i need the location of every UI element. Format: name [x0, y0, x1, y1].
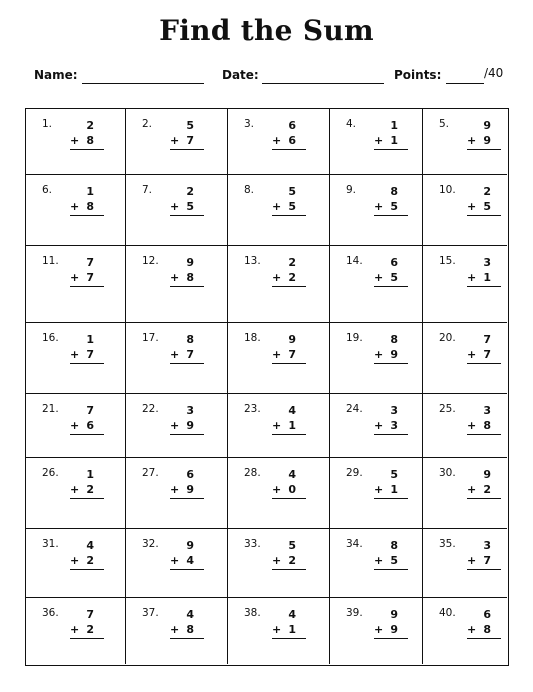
sum-line[interactable]: [467, 215, 501, 216]
addition-problem: [170, 184, 204, 216]
addition-problem: [70, 332, 104, 364]
addend-top: 1: [390, 119, 398, 132]
addend-bottom: 2: [86, 623, 94, 636]
addition-problem: [374, 255, 408, 287]
problem-cell: [126, 394, 228, 458]
addend-bottom: 1: [288, 419, 296, 432]
plus-sign: +: [170, 348, 180, 361]
plus-sign: +: [374, 623, 384, 636]
addend-top: 1: [86, 468, 94, 481]
plus-sign: +: [70, 348, 80, 361]
addend-top: 9: [390, 608, 398, 621]
plus-sign: +: [170, 623, 180, 636]
addition-problem: [70, 607, 104, 639]
addition-problem: [374, 332, 408, 364]
sum-line[interactable]: [70, 363, 104, 364]
problem-number: 29.: [346, 467, 363, 479]
addend-top: 6: [288, 119, 296, 132]
plus-sign: +: [170, 271, 180, 284]
plus-sign: +: [374, 134, 384, 147]
problem-cell: [126, 109, 228, 175]
problem-cell: [26, 529, 126, 598]
sum-line[interactable]: [374, 215, 408, 216]
problem-number: 34.: [346, 538, 363, 550]
problem-number: 37.: [142, 607, 159, 619]
plus-sign: +: [272, 271, 282, 284]
addition-problem: [170, 607, 204, 639]
addition-problem: [170, 332, 204, 364]
problem-number: 20.: [439, 332, 456, 344]
problem-number: 35.: [439, 538, 456, 550]
addition-problem: [170, 467, 204, 499]
problem-number: 7.: [142, 184, 153, 196]
addend-top: 9: [186, 256, 194, 269]
problem-number: 17.: [142, 332, 159, 344]
sum-line[interactable]: [467, 286, 501, 287]
addend-bottom: 9: [483, 134, 491, 147]
problem-number: 32.: [142, 538, 159, 550]
sum-line[interactable]: [272, 149, 306, 150]
addend-top: 8: [186, 333, 194, 346]
addend-top: 8: [390, 333, 398, 346]
addend-bottom: 7: [86, 348, 94, 361]
addition-problem: [467, 607, 501, 639]
problem-number: 6.: [42, 184, 53, 196]
sum-line[interactable]: [374, 149, 408, 150]
problem-number: 16.: [42, 332, 59, 344]
sum-line[interactable]: [70, 498, 104, 499]
addend-top: 3: [483, 539, 491, 552]
sum-line[interactable]: [272, 215, 306, 216]
addend-bottom: 4: [186, 554, 194, 567]
addition-problem: [272, 255, 306, 287]
problem-number: 13.: [244, 255, 261, 267]
addend-top: 2: [86, 119, 94, 132]
sum-line[interactable]: [467, 569, 501, 570]
addition-problem: [467, 467, 501, 499]
addition-problem: [272, 403, 306, 435]
problem-number: 12.: [142, 255, 159, 267]
addend-bottom: 2: [483, 483, 491, 496]
addend-bottom: 8: [186, 623, 194, 636]
sum-line[interactable]: [467, 149, 501, 150]
addend-top: 6: [186, 468, 194, 481]
name-field[interactable]: [82, 83, 204, 84]
problem-number: 38.: [244, 607, 261, 619]
sum-line[interactable]: [374, 434, 408, 435]
date-label: Date:: [222, 68, 259, 82]
addend-bottom: 7: [186, 348, 194, 361]
addition-problem: [70, 118, 104, 150]
addition-problem: [272, 118, 306, 150]
problem-cell: [330, 246, 423, 323]
plus-sign: +: [272, 554, 282, 567]
date-field[interactable]: [262, 83, 384, 84]
problem-cell: [26, 598, 126, 664]
problem-cell: [330, 529, 423, 598]
problem-cell: [330, 458, 423, 529]
problem-number: 3.: [244, 118, 255, 130]
addition-problem: [374, 184, 408, 216]
addition-problem: [467, 332, 501, 364]
problem-grid: [25, 108, 509, 666]
addend-top: 2: [288, 256, 296, 269]
plus-sign: +: [272, 348, 282, 361]
addition-problem: [467, 403, 501, 435]
addition-problem: [374, 538, 408, 570]
addend-top: 1: [86, 333, 94, 346]
problem-number: 26.: [42, 467, 59, 479]
addition-problem: [467, 118, 501, 150]
addend-bottom: 7: [288, 348, 296, 361]
addend-bottom: 1: [390, 134, 398, 147]
plus-sign: +: [170, 200, 180, 213]
addition-problem: [272, 607, 306, 639]
problem-cell: [126, 175, 228, 246]
sum-line[interactable]: [272, 286, 306, 287]
plus-sign: +: [272, 623, 282, 636]
plus-sign: +: [374, 419, 384, 432]
addend-top: 7: [86, 608, 94, 621]
addend-top: 2: [186, 185, 194, 198]
problem-number: 40.: [439, 607, 456, 619]
problem-cell: [423, 323, 507, 394]
plus-sign: +: [272, 483, 282, 496]
addend-bottom: 7: [483, 348, 491, 361]
addition-problem: [374, 118, 408, 150]
problem-cell: [228, 323, 330, 394]
problem-number: 25.: [439, 403, 456, 415]
problem-cell: [423, 109, 507, 175]
addend-bottom: 0: [288, 483, 296, 496]
sum-line[interactable]: [272, 638, 306, 639]
plus-sign: +: [170, 134, 180, 147]
problem-number: 4.: [346, 118, 357, 130]
sum-line[interactable]: [467, 363, 501, 364]
problem-cell: [423, 458, 507, 529]
addition-problem: [272, 538, 306, 570]
addend-top: 7: [86, 404, 94, 417]
problem-cell: [330, 175, 423, 246]
problem-cell: [228, 529, 330, 598]
addend-bottom: 1: [483, 271, 491, 284]
sum-line[interactable]: [272, 363, 306, 364]
problem-number: 18.: [244, 332, 261, 344]
problem-number: 21.: [42, 403, 59, 415]
addend-bottom: 8: [86, 134, 94, 147]
problem-number: 11.: [42, 255, 59, 267]
sum-line[interactable]: [170, 434, 204, 435]
addend-bottom: 2: [86, 483, 94, 496]
addition-problem: [374, 467, 408, 499]
problem-cell: [228, 109, 330, 175]
plus-sign: +: [374, 348, 384, 361]
problem-cell: [26, 458, 126, 529]
addend-bottom: 6: [86, 419, 94, 432]
plus-sign: +: [170, 483, 180, 496]
problem-cell: [330, 394, 423, 458]
plus-sign: +: [70, 483, 80, 496]
problem-cell: [228, 458, 330, 529]
sum-line[interactable]: [272, 498, 306, 499]
plus-sign: +: [170, 419, 180, 432]
addend-top: 2: [483, 185, 491, 198]
problem-cell: [26, 175, 126, 246]
problem-number: 19.: [346, 332, 363, 344]
addition-problem: [272, 332, 306, 364]
plus-sign: +: [467, 134, 477, 147]
plus-sign: +: [467, 200, 477, 213]
addend-bottom: 3: [390, 419, 398, 432]
addend-bottom: 5: [483, 200, 491, 213]
problem-number: 30.: [439, 467, 456, 479]
addend-bottom: 2: [86, 554, 94, 567]
problem-cell: [126, 598, 228, 664]
addition-problem: [272, 184, 306, 216]
addend-bottom: 8: [186, 271, 194, 284]
addend-top: 3: [390, 404, 398, 417]
plus-sign: +: [467, 419, 477, 432]
addition-problem: [70, 403, 104, 435]
problem-cell: [330, 109, 423, 175]
name-label: Name:: [34, 68, 78, 82]
problem-cell: [26, 323, 126, 394]
sum-line[interactable]: [70, 638, 104, 639]
plus-sign: +: [374, 554, 384, 567]
addend-bottom: 2: [288, 554, 296, 567]
problem-cell: [423, 175, 507, 246]
sum-line[interactable]: [70, 434, 104, 435]
addend-top: 4: [288, 608, 296, 621]
addend-top: 4: [86, 539, 94, 552]
sum-line[interactable]: [170, 215, 204, 216]
addend-bottom: 7: [483, 554, 491, 567]
problem-number: 22.: [142, 403, 159, 415]
problem-number: 31.: [42, 538, 59, 550]
addend-top: 4: [186, 608, 194, 621]
plus-sign: +: [70, 554, 80, 567]
addend-bottom: 7: [186, 134, 194, 147]
plus-sign: +: [467, 348, 477, 361]
addend-top: 8: [390, 539, 398, 552]
plus-sign: +: [70, 623, 80, 636]
problem-cell: [228, 598, 330, 664]
addend-bottom: 8: [483, 419, 491, 432]
addition-problem: [170, 255, 204, 287]
plus-sign: +: [70, 200, 80, 213]
sum-line[interactable]: [272, 569, 306, 570]
sum-line[interactable]: [467, 498, 501, 499]
addend-bottom: 5: [186, 200, 194, 213]
worksheet-title: Find the Sum: [159, 14, 374, 47]
problem-number: 8.: [244, 184, 255, 196]
plus-sign: +: [272, 419, 282, 432]
addend-top: 5: [390, 468, 398, 481]
addend-top: 4: [288, 468, 296, 481]
addition-problem: [70, 538, 104, 570]
sum-line[interactable]: [374, 638, 408, 639]
plus-sign: +: [467, 554, 477, 567]
sum-line[interactable]: [70, 215, 104, 216]
addend-bottom: 8: [86, 200, 94, 213]
problem-number: 15.: [439, 255, 456, 267]
addend-bottom: 8: [483, 623, 491, 636]
sum-line[interactable]: [467, 638, 501, 639]
addend-top: 9: [483, 119, 491, 132]
problem-number: 36.: [42, 607, 59, 619]
problem-number: 33.: [244, 538, 261, 550]
problem-cell: [423, 394, 507, 458]
problem-number: 23.: [244, 403, 261, 415]
sum-line[interactable]: [170, 149, 204, 150]
sum-line[interactable]: [374, 363, 408, 364]
addend-bottom: 5: [390, 271, 398, 284]
addend-top: 3: [483, 404, 491, 417]
addition-problem: [467, 255, 501, 287]
plus-sign: +: [70, 271, 80, 284]
addition-problem: [70, 255, 104, 287]
plus-sign: +: [467, 271, 477, 284]
addend-top: 9: [288, 333, 296, 346]
addend-top: 5: [288, 539, 296, 552]
addend-bottom: 2: [288, 271, 296, 284]
plus-sign: +: [70, 419, 80, 432]
problem-cell: [423, 529, 507, 598]
sum-line[interactable]: [374, 286, 408, 287]
problem-cell: [330, 598, 423, 664]
addend-top: 8: [390, 185, 398, 198]
problem-number: 9.: [346, 184, 357, 196]
addition-problem: [170, 118, 204, 150]
addend-top: 5: [186, 119, 194, 132]
points-field[interactable]: [446, 83, 484, 84]
addend-bottom: 5: [288, 200, 296, 213]
problem-number: 14.: [346, 255, 363, 267]
addend-top: 9: [483, 468, 491, 481]
points-label: Points:: [394, 68, 442, 82]
problem-cell: [126, 323, 228, 394]
problem-number: 10.: [439, 184, 456, 196]
plus-sign: +: [272, 134, 282, 147]
problem-cell: [126, 529, 228, 598]
sum-line[interactable]: [170, 498, 204, 499]
addend-bottom: 9: [186, 483, 194, 496]
addend-top: 6: [390, 256, 398, 269]
addend-bottom: 7: [86, 271, 94, 284]
sum-line[interactable]: [170, 363, 204, 364]
addend-bottom: 1: [390, 483, 398, 496]
plus-sign: +: [70, 134, 80, 147]
sum-line[interactable]: [374, 498, 408, 499]
addition-problem: [170, 538, 204, 570]
sum-line[interactable]: [467, 434, 501, 435]
addend-top: 4: [288, 404, 296, 417]
addend-top: 5: [288, 185, 296, 198]
problem-cell: [330, 323, 423, 394]
problem-number: 2.: [142, 118, 153, 130]
addend-top: 7: [483, 333, 491, 346]
addition-problem: [467, 184, 501, 216]
problem-cell: [423, 598, 507, 664]
plus-sign: +: [272, 200, 282, 213]
addend-bottom: 9: [186, 419, 194, 432]
addend-top: 6: [483, 608, 491, 621]
addend-top: 1: [86, 185, 94, 198]
problem-cell: [423, 246, 507, 323]
sum-line[interactable]: [374, 569, 408, 570]
addition-problem: [272, 467, 306, 499]
plus-sign: +: [170, 554, 180, 567]
problem-cell: [228, 394, 330, 458]
sum-line[interactable]: [70, 149, 104, 150]
sum-line[interactable]: [170, 569, 204, 570]
problem-number: 5.: [439, 118, 450, 130]
problem-cell: [126, 458, 228, 529]
sum-line[interactable]: [70, 569, 104, 570]
addend-bottom: 5: [390, 200, 398, 213]
problem-number: 1.: [42, 118, 53, 130]
problem-cell: [26, 109, 126, 175]
problem-number: 27.: [142, 467, 159, 479]
problem-number: 39.: [346, 607, 363, 619]
addend-top: 3: [186, 404, 194, 417]
problem-cell: [26, 246, 126, 323]
plus-sign: +: [374, 483, 384, 496]
sum-line[interactable]: [170, 286, 204, 287]
addend-bottom: 9: [390, 348, 398, 361]
sum-line[interactable]: [272, 434, 306, 435]
addition-problem: [70, 467, 104, 499]
plus-sign: +: [374, 200, 384, 213]
addend-bottom: 9: [390, 623, 398, 636]
points-total: /40: [484, 66, 504, 80]
addition-problem: [467, 538, 501, 570]
problem-cell: [26, 394, 126, 458]
addend-top: 7: [86, 256, 94, 269]
addend-bottom: 5: [390, 554, 398, 567]
problem-cell: [228, 246, 330, 323]
addition-problem: [170, 403, 204, 435]
sum-line[interactable]: [170, 638, 204, 639]
plus-sign: +: [374, 271, 384, 284]
addition-problem: [374, 607, 408, 639]
problem-number: 28.: [244, 467, 261, 479]
addition-problem: [70, 184, 104, 216]
plus-sign: +: [467, 483, 477, 496]
addend-bottom: 6: [288, 134, 296, 147]
addend-top: 9: [186, 539, 194, 552]
addend-top: 3: [483, 256, 491, 269]
plus-sign: +: [467, 623, 477, 636]
addition-problem: [374, 403, 408, 435]
problem-cell: [126, 246, 228, 323]
problem-cell: [228, 175, 330, 246]
addend-bottom: 1: [288, 623, 296, 636]
sum-line[interactable]: [70, 286, 104, 287]
problem-number: 24.: [346, 403, 363, 415]
